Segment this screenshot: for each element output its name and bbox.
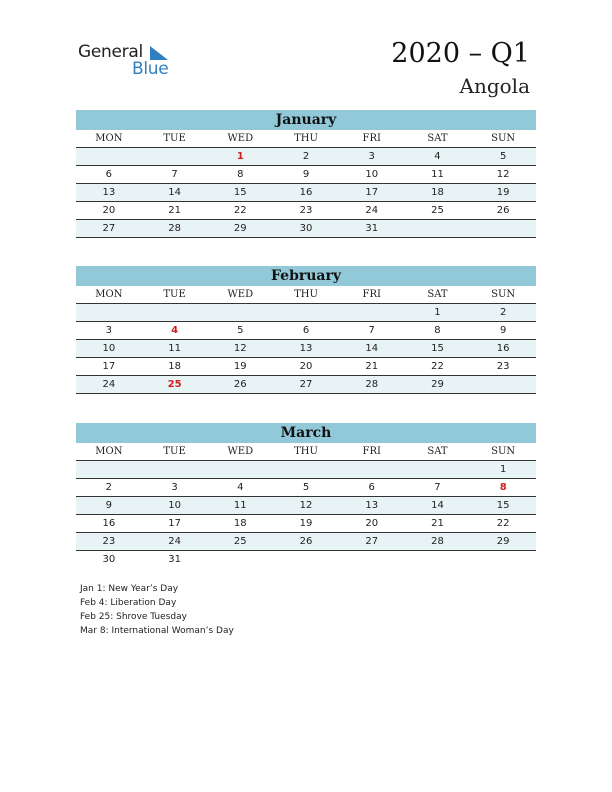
weekday-label: SUN: [491, 446, 516, 457]
day-cell: 7: [368, 325, 375, 336]
day-cell: 23: [299, 205, 313, 216]
day-cell: 1: [434, 307, 441, 318]
day-cell: 3: [368, 151, 375, 162]
empty-day-cell: [76, 304, 142, 321]
week-row: [76, 184, 536, 202]
page-subtitle: Angola: [459, 74, 530, 98]
holiday-note: Feb 25: Shrove Tuesday: [80, 612, 187, 622]
empty-day-cell: [207, 461, 273, 478]
day-cell: 20: [365, 518, 379, 529]
day-cell: 4: [237, 482, 244, 493]
week-row: [76, 479, 536, 497]
empty-day-cell: [470, 376, 536, 393]
empty-day-cell: [405, 551, 471, 568]
day-cell: 28: [431, 536, 444, 547]
day-cell: 27: [102, 223, 116, 234]
day-cell: 13: [365, 500, 379, 511]
day-cell: 15: [431, 343, 444, 354]
logo-general-text: General: [78, 42, 143, 62]
holiday-note: Feb 4: Liberation Day: [80, 598, 177, 608]
weekday-label: SUN: [491, 133, 516, 144]
month-header: March: [76, 423, 536, 443]
day-cell: 18: [233, 518, 247, 529]
day-cell: 15: [496, 500, 510, 511]
empty-day-cell: [470, 551, 536, 568]
holiday-note: Jan 1: New Year’s Day: [80, 584, 179, 594]
month-january: [76, 110, 536, 238]
day-cell: 19: [299, 518, 313, 529]
empty-day-cell: [405, 461, 471, 478]
weekday-label: FRI: [362, 446, 381, 457]
day-cell: 11: [168, 343, 181, 354]
day-cell: 6: [368, 482, 375, 493]
week-row: [76, 148, 536, 166]
empty-day-cell: [142, 461, 208, 478]
day-cell: 29: [496, 536, 510, 547]
weekday-label: SUN: [491, 289, 516, 300]
logo-blue-text: Blue: [132, 59, 169, 79]
day-cell: 23: [496, 361, 510, 372]
weekday-label: TUE: [163, 289, 186, 300]
week-row: [76, 533, 536, 551]
weekday-label: FRI: [362, 289, 381, 300]
day-cell: 26: [299, 536, 313, 547]
day-cell: 16: [496, 343, 510, 354]
day-cell: 1: [499, 464, 507, 475]
day-cell: 5: [499, 151, 507, 162]
day-cell: 17: [365, 187, 379, 198]
day-cell: 16: [299, 187, 313, 198]
weekday-label: SAT: [427, 133, 448, 144]
weekday-label: SAT: [427, 446, 448, 457]
empty-day-cell: [142, 304, 208, 321]
day-cell: 24: [102, 379, 116, 390]
logo-triangle-icon: [150, 46, 168, 60]
day-cell: 27: [299, 379, 313, 390]
week-row: [76, 461, 536, 479]
day-cell: 19: [496, 187, 510, 198]
day-cell: 21: [365, 361, 379, 372]
day-cell: 11: [431, 169, 444, 180]
day-cell: 13: [102, 187, 116, 198]
day-cell: 26: [496, 205, 510, 216]
day-cell: 5: [302, 482, 310, 493]
holiday-notes: [80, 582, 234, 638]
day-cell: 22: [233, 205, 247, 216]
weekday-label: TUE: [163, 446, 186, 457]
day-cell: 8: [499, 482, 507, 493]
page-title: 2020 – Q1: [391, 38, 530, 69]
weekday-label: MON: [95, 446, 123, 457]
day-cell: 10: [365, 169, 379, 180]
weekday-label: WED: [227, 133, 254, 144]
empty-day-cell: [470, 220, 536, 237]
day-cell: 17: [102, 361, 116, 372]
day-cell: 10: [102, 343, 116, 354]
day-cell: 4: [171, 325, 179, 336]
day-cell: 31: [365, 223, 379, 234]
day-cell: 26: [233, 379, 247, 390]
day-cell: 27: [365, 536, 379, 547]
month-february: [76, 266, 536, 394]
day-cell: 11: [233, 500, 247, 511]
weekday-label: WED: [227, 289, 254, 300]
day-cell: 10: [168, 500, 181, 511]
day-cell: 21: [431, 518, 444, 529]
weekday-label: THU: [294, 133, 318, 144]
day-cell: 4: [434, 151, 441, 162]
day-cell: 8: [237, 169, 244, 180]
weekday-row: [76, 130, 536, 148]
day-cell: 1: [236, 151, 244, 162]
empty-day-cell: [273, 551, 339, 568]
day-cell: 2: [499, 307, 507, 318]
day-cell: 29: [233, 223, 247, 234]
weekday-label: WED: [227, 446, 254, 457]
day-cell: 23: [102, 536, 116, 547]
day-cell: 12: [299, 500, 313, 511]
day-cell: 8: [434, 325, 441, 336]
logo: [78, 42, 178, 78]
day-cell: 14: [431, 500, 444, 511]
day-cell: 29: [431, 379, 444, 390]
day-cell: 6: [105, 169, 113, 180]
day-cell: 31: [168, 554, 181, 565]
day-cell: 24: [168, 536, 181, 547]
day-cell: 22: [496, 518, 510, 529]
empty-day-cell: [207, 304, 273, 321]
day-cell: 30: [102, 554, 116, 565]
day-cell: 17: [168, 518, 181, 529]
weekday-row: [76, 443, 536, 461]
day-cell: 7: [171, 169, 178, 180]
day-cell: 28: [365, 379, 379, 390]
day-cell: 25: [233, 536, 247, 547]
empty-day-cell: [339, 551, 405, 568]
day-cell: 22: [431, 361, 444, 372]
weekday-label: TUE: [163, 133, 186, 144]
day-cell: 15: [233, 187, 247, 198]
day-cell: 14: [168, 187, 181, 198]
week-row: [76, 340, 536, 358]
week-row: [76, 322, 536, 340]
day-cell: 28: [168, 223, 181, 234]
weekday-label: THU: [294, 446, 318, 457]
weekday-label: MON: [95, 289, 123, 300]
day-cell: 14: [365, 343, 379, 354]
empty-day-cell: [273, 461, 339, 478]
day-cell: 19: [233, 361, 247, 372]
day-cell: 2: [105, 482, 113, 493]
empty-day-cell: [339, 304, 405, 321]
day-cell: 13: [299, 343, 313, 354]
day-cell: 7: [434, 482, 441, 493]
week-row: [76, 358, 536, 376]
day-cell: 2: [302, 151, 310, 162]
day-cell: 9: [499, 325, 507, 336]
weekday-row: [76, 286, 536, 304]
month-header: February: [76, 266, 536, 286]
day-cell: 5: [237, 325, 244, 336]
day-cell: 12: [233, 343, 247, 354]
week-row: [76, 497, 536, 515]
day-cell: 30: [299, 223, 313, 234]
day-cell: 3: [105, 325, 113, 336]
weekday-label: FRI: [362, 133, 381, 144]
week-row: [76, 376, 536, 394]
day-cell: 25: [431, 205, 444, 216]
day-cell: 18: [168, 361, 181, 372]
weekday-label: MON: [95, 133, 123, 144]
empty-day-cell: [405, 220, 471, 237]
week-row: [76, 551, 536, 568]
empty-day-cell: [76, 461, 142, 478]
day-cell: 25: [167, 379, 182, 390]
week-row: [76, 202, 536, 220]
week-row: [76, 220, 536, 238]
day-cell: 20: [102, 205, 116, 216]
month-march: [76, 423, 536, 568]
day-cell: 12: [496, 169, 510, 180]
empty-day-cell: [207, 551, 273, 568]
day-cell: 9: [302, 169, 310, 180]
empty-day-cell: [142, 148, 208, 165]
weekday-label: SAT: [427, 289, 448, 300]
week-row: [76, 515, 536, 533]
day-cell: 3: [171, 482, 178, 493]
day-cell: 9: [105, 500, 113, 511]
weekday-label: THU: [294, 289, 318, 300]
day-cell: 16: [102, 518, 116, 529]
week-row: [76, 304, 536, 322]
day-cell: 24: [365, 205, 379, 216]
empty-day-cell: [273, 304, 339, 321]
day-cell: 18: [431, 187, 444, 198]
day-cell: 20: [299, 361, 313, 372]
holiday-note: Mar 8: International Woman’s Day: [80, 626, 234, 636]
empty-day-cell: [339, 461, 405, 478]
week-row: [76, 166, 536, 184]
day-cell: 21: [168, 205, 181, 216]
empty-day-cell: [76, 148, 142, 165]
day-cell: 6: [302, 325, 310, 336]
month-header: January: [76, 110, 536, 130]
